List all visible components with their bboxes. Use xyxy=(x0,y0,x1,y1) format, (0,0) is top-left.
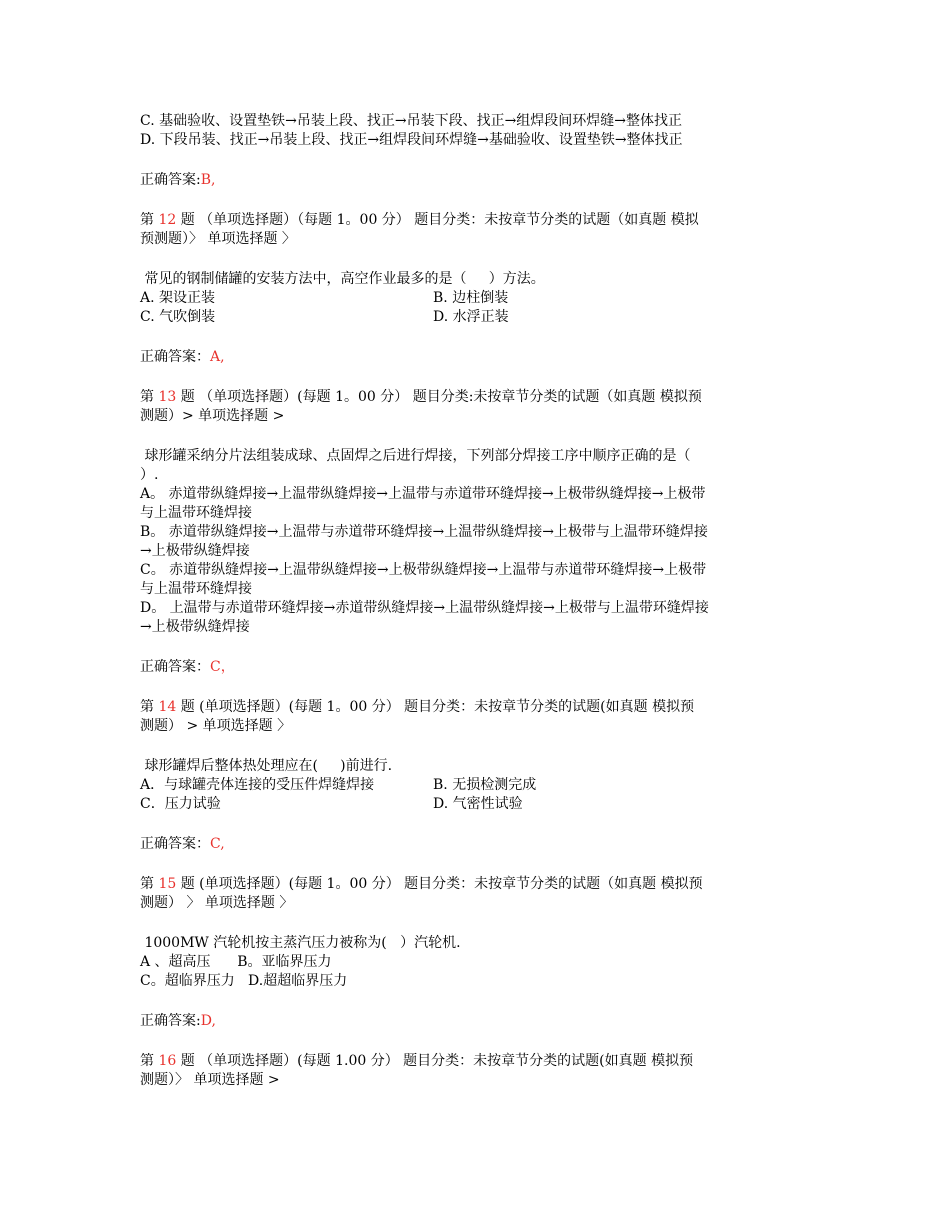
option-c: C. 气吹倒装 xyxy=(140,309,216,325)
question-number: 13 xyxy=(158,389,177,405)
question-header-cont: 测题） 〉 单项选择题 〉 xyxy=(140,895,294,911)
question-number: 15 xyxy=(158,876,177,892)
question-header: 第 14 题 (单项选择题）(每题 1。00 分） 题目分类：未按章节分类的试题(如真题 模拟预 xyxy=(140,699,695,715)
question-stem-cont: ）. xyxy=(140,467,159,483)
option-c-cont: 与上温带环缝焊接 xyxy=(140,581,252,597)
answer-label: 正确答案: xyxy=(140,172,201,188)
option-d: D. 下段吊装、找正→吊装上段、找正→组焊段间环焊缝→基础验收、设置垫铁→整体找正 xyxy=(140,132,683,148)
option-d: D. 水浮正装 xyxy=(433,309,509,325)
answer-line xyxy=(140,835,812,854)
option-b: B。 赤道带纵缝焊接→上温带与赤道带环缝焊接→上温带纵缝焊接→上极带与上温带环缝焊接 xyxy=(140,524,708,540)
option-a: A．与球罐壳体连接的受压件焊缝焊接 xyxy=(140,777,375,793)
answer-label: 正确答案： xyxy=(140,836,210,852)
option-b: B. 边柱倒装 xyxy=(433,290,509,306)
answer-label: 正确答案: xyxy=(140,1013,201,1029)
option-a: A. 架设正装 xyxy=(140,290,216,306)
option-a-cont: 与上温带环缝焊接 xyxy=(140,505,252,521)
option-d: D. 气密性试验 xyxy=(433,796,523,812)
question-stem: 1000MW 汽轮机按主蒸汽压力被称为( ）汽轮机. xyxy=(140,935,461,951)
question-number: 12 xyxy=(158,212,177,228)
option-c: C. 基础验收、设置垫铁→吊装上段、找正→吊装下段、找正→组焊段间环焊缝→整体找正 xyxy=(140,113,683,129)
answer-value: C， xyxy=(210,659,235,675)
question-header: 第 16 题 （单项选择题）(每题 1.00 分） 题目分类：未按章节分类的试题(如真题 模拟预 xyxy=(140,1053,694,1069)
answer-line xyxy=(140,658,812,677)
option-c: C．压力试验 xyxy=(140,796,221,812)
question-header-cont: 测题）> 单项选择题 > xyxy=(140,408,285,424)
document-page xyxy=(140,112,812,1090)
answer-value: C, xyxy=(210,836,225,852)
answer-label: 正确答案： xyxy=(140,659,210,675)
question-stem: 球形罐采纳分片法组装成球、点固焊之后进行焊接，下列部分焊接工序中顺序正确的是（ xyxy=(140,448,691,464)
question-number: 16 xyxy=(158,1053,177,1069)
answer-value: D, xyxy=(200,1013,216,1029)
question-header-cont: 测题） > 单项选择题 〉 xyxy=(140,718,292,734)
option-b-cont: →上极带纵缝焊接 xyxy=(140,543,250,559)
option-a-b: A 、超高压 B。亚临界压力 xyxy=(140,954,332,970)
question-number: 14 xyxy=(158,699,177,715)
option-d-cont: →上极带纵缝焊接 xyxy=(140,619,250,635)
question-header: 第 12 题 （单项选择题）（每题 1。00 分） 题目分类：未按章节分类的试题（如真题 模拟 xyxy=(140,212,699,228)
answer-value: A, xyxy=(210,349,225,365)
option-c: C。 赤道带纵缝焊接→上温带纵缝焊接→上极带纵缝焊接→上温带与赤道带环缝焊接→上极带 xyxy=(140,562,707,578)
answer-value: B, xyxy=(200,172,216,188)
question-header: 第 13 题 （单项选择题）(每题 1。00 分） 题目分类:未按章节分类的试题（如真题 模拟预 xyxy=(140,389,702,405)
answer-line xyxy=(140,348,812,367)
option-c-d: C。超临界压力 D.超超临界压力 xyxy=(140,973,348,989)
option-b: B. 无损检测完成 xyxy=(433,777,537,793)
question-stem: 常见的钢制储罐的安装方法中，高空作业最多的是（ ）方法。 xyxy=(140,271,545,287)
answer-line xyxy=(140,171,812,190)
answer-label: 正确答案： xyxy=(140,349,210,365)
option-d: D。 上温带与赤道带环缝焊接→赤道带纵缝焊接→上温带纵缝焊接→上极带与上温带环缝焊接 xyxy=(140,600,709,616)
question-header: 第 15 题 (单项选择题）(每题 1。00 分） 题目分类：未按章节分类的试题（如真题 模拟预 xyxy=(140,876,703,892)
question-header-cont: 预测题）〉 单项选择题 〉 xyxy=(140,231,296,247)
question-header-cont: 测题）〉 单项选择题 > xyxy=(140,1072,280,1088)
answer-line xyxy=(140,1012,812,1031)
option-a: A。 赤道带纵缝焊接→上温带纵缝焊接→上温带与赤道带环缝焊接→上极带纵缝焊接→上极带 xyxy=(140,486,706,502)
question-stem: 球形罐焊后整体热处理应在( )前进行. xyxy=(140,758,393,774)
